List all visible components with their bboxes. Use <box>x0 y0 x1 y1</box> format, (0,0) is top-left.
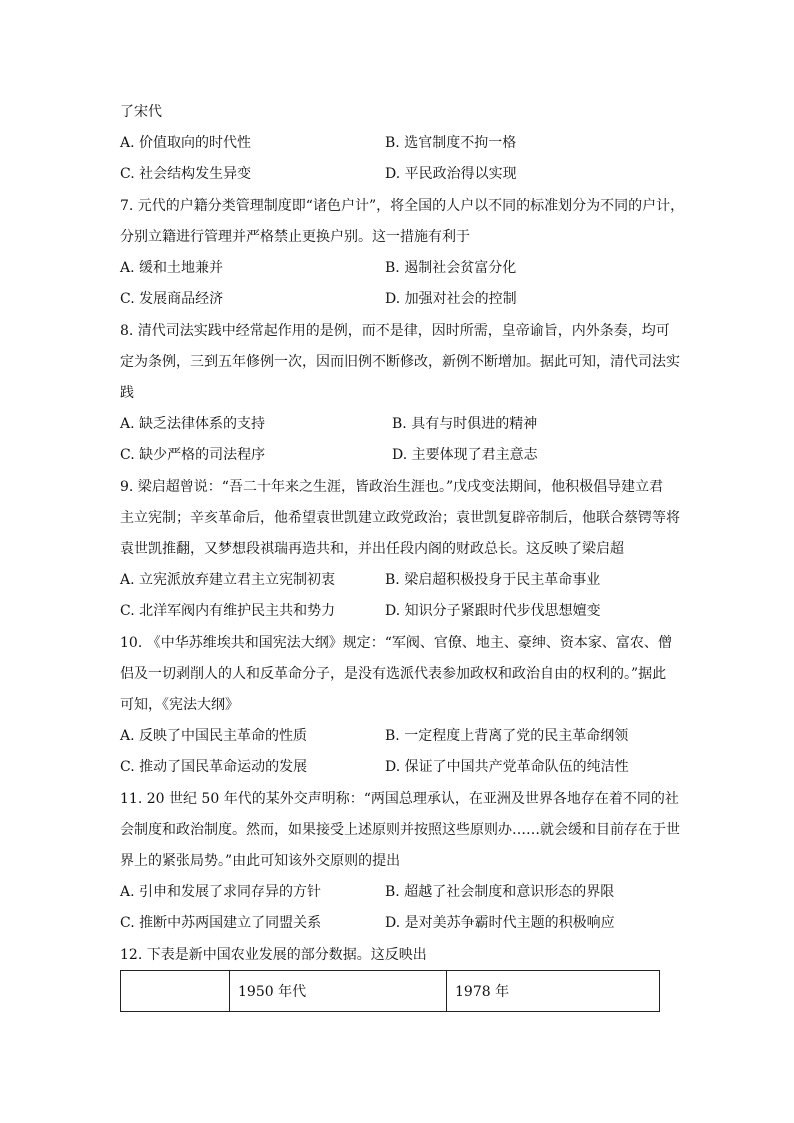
q6-option-a: A. 价值取向的时代性 <box>120 135 252 151</box>
q10-option-d: D. 保证了中国共产党革命队伍的纯洁性 <box>385 759 629 775</box>
q10-stem-line-2: 侣及一切剥削人的人和反革命分子，是没有选派代表参加政权和政治自由的权利的。”据此 <box>120 666 667 682</box>
q9-stem-line-1: 9. 梁启超曾说：“吾二十年来之生涯，皆政治生涯也。”戊戌变法期间，他积极倡导建立君 <box>120 479 664 495</box>
q12-stem: 12. 下表是新中国农业发展的部分数据。这反映出 <box>120 947 427 963</box>
q9-option-d: D. 知识分子紧跟时代步伐思想嬗变 <box>385 603 601 619</box>
q7-stem-line-1: 7. 元代的户籍分类管理制度即“诸色户计”，将全国的人户以不同的标准划分为不同的户计， <box>120 198 685 214</box>
q9-stem-line-2: 主立宪制；辛亥革命后，他希望袁世凯建立政党政治；袁世凯复辟帝制后，他联合蔡锷等将 <box>120 510 680 526</box>
q8-option-d: D. 主要体现了君主意志 <box>392 447 538 463</box>
q11-option-c: C. 推断中苏两国建立了同盟关系 <box>120 915 322 931</box>
q7-option-a: A. 缓和土地兼并 <box>120 260 224 276</box>
table-cell-1950s: 1950 年代 <box>230 971 447 1012</box>
q8-option-b: B. 具有与时俱进的精神 <box>392 416 538 432</box>
q10-stem-line-3: 可知，《宪法大纲》 <box>120 697 239 713</box>
q6-stem-tail: 了宋代 <box>120 104 162 120</box>
q11-stem-line-3: 界上的紧张局势。”由此可知该外交原则的提出 <box>120 853 401 869</box>
q7-option-b: B. 遏制社会贫富分化 <box>385 260 517 276</box>
q6-option-c: C. 社会结构发生异变 <box>120 166 252 182</box>
q10-option-c: C. 推动了国民革命运动的发展 <box>120 759 308 775</box>
q7-option-d: D. 加强对社会的控制 <box>385 291 517 307</box>
q9-stem-line-3: 袁世凯推翻，又梦想段祺瑞再造共和，并出任段内阁的财政总长。这反映了梁启超 <box>120 541 624 557</box>
q8-option-c: C. 缺少严格的司法程序 <box>120 447 266 463</box>
q8-stem-line-3: 践 <box>120 385 134 401</box>
table-row <box>121 971 660 1012</box>
q11-option-b: B. 超越了社会制度和意识形态的界限 <box>385 884 615 900</box>
q7-stem-line-2: 分别立籍进行管理并严格禁止更换户别。这一措施有利于 <box>120 229 470 245</box>
table-cell-1978: 1978 年 <box>447 971 660 1012</box>
q11-option-a: A. 引申和发展了求同存异的方针 <box>120 884 322 900</box>
q6-option-b: B. 选官制度不拘一格 <box>385 135 517 151</box>
q8-stem-line-2: 定为条例，三到五年修例一次，因而旧例不断修改，新例不断增加。据此可知，清代司法实 <box>120 354 680 370</box>
q8-option-a: A. 缺乏法律体系的支持 <box>120 416 266 432</box>
table-cell-empty <box>121 971 230 1012</box>
q11-option-d: D. 是对美苏争霸时代主题的积极响应 <box>385 915 615 931</box>
q12-data-table <box>120 970 660 1012</box>
q6-option-d: D. 平民政治得以实现 <box>385 166 517 182</box>
q9-option-b: B. 梁启超积极投身于民主革命事业 <box>385 572 601 588</box>
q7-option-c: C. 发展商品经济 <box>120 291 224 307</box>
q11-stem-line-2: 会制度和政治制度。然而，如果接受上述原则并按照这些原则办……就会缓和目前存在于世 <box>120 822 680 838</box>
q10-stem-line-1: 10. 《中华苏维埃共和国宪法大纲》规定：“军阀、官僚、地主、豪绅、资本家、富农、僧 <box>120 635 672 651</box>
q9-option-a: A. 立宪派放弃建立君主立宪制初衷 <box>120 572 336 588</box>
q8-stem-line-1: 8. 清代司法实践中经常起作用的是例，而不是律，因时所需，皇帝谕旨，内外条奏，均可 <box>120 323 670 339</box>
q9-option-c: C. 北洋军阀内有维护民主共和势力 <box>120 603 336 619</box>
q11-stem-line-1: 11. 20 世纪 50 年代的某外交声明称：“两国总理承认，在亚洲及世界各地存在着不同的社 <box>120 791 679 807</box>
q10-option-b: B. 一定程度上背离了党的民主革命纲领 <box>385 728 629 744</box>
q10-option-a: A. 反映了中国民主革命的性质 <box>120 728 308 744</box>
